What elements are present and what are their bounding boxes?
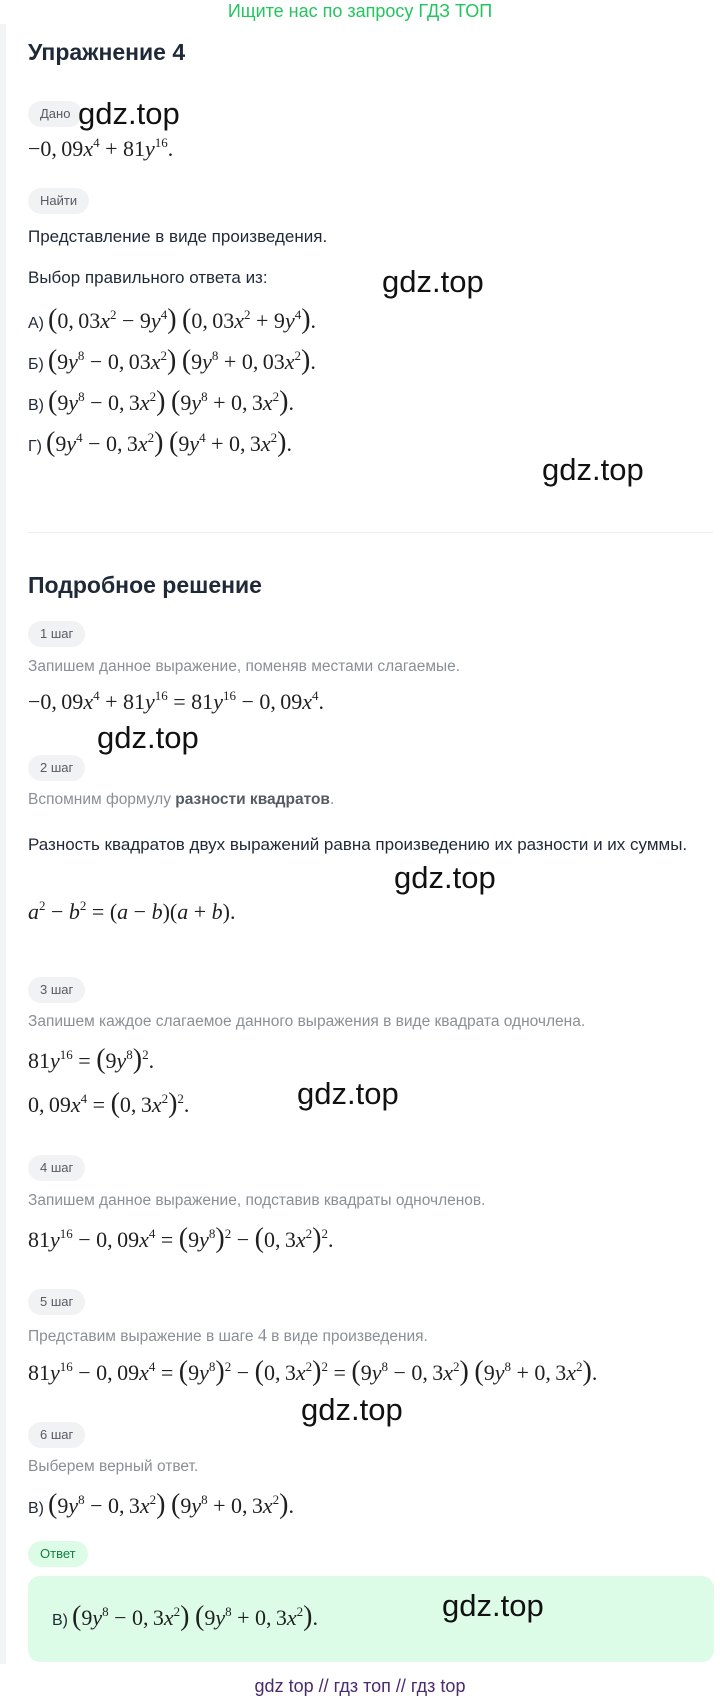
exercise-title: Упражнение 4	[28, 39, 186, 65]
step-4-expression: $81y^{16} - 0$, $09x^4 = (9y^8)^2 - (0$, $3x^2)^2$.	[28, 1223, 334, 1254]
step-5-text: Представим выражение в шаге 4 в виде произведения.	[28, 1325, 428, 1345]
find-badge: Найти	[28, 188, 89, 214]
step-2-formula: $a^2 - b^2 = (a - b)(a + b)$.	[28, 898, 236, 924]
option-b-label: Б)	[28, 356, 44, 373]
option-d-label: Г)	[28, 438, 42, 455]
footer-links[interactable]: gdz top // гдз топ // гдз top	[254, 1676, 466, 1696]
watermark: gdz.top	[382, 264, 484, 299]
option-a-label: А)	[28, 315, 44, 332]
step-3-expression-2: 0, $09x^4 = (0$, $3x^2)^2$.	[28, 1088, 190, 1119]
top-banner: Ищите нас по запросу ГДЗ ТОП	[227, 1, 493, 21]
step-6-text: Выберем верный ответ.	[28, 1458, 199, 1475]
given-badge: Дано	[28, 101, 82, 127]
step-1-text: Запишем данное выражение, поменяв местами слагаемые.	[28, 658, 461, 675]
option-a[interactable]: А) (0, $03x^2 - 9y^4$) (0, $03x^2 + 9y^4$).	[28, 304, 317, 335]
watermark: gdz.top	[394, 860, 496, 895]
answer-expression: В) ($9y^8 - 0$, $3x^2$) ($9y^8 + 0$, $3x^2$).	[52, 1601, 318, 1632]
step-5-badge: 5 шаг	[28, 1289, 85, 1315]
step-2-badge: 2 шаг	[28, 755, 85, 781]
step-4-badge: 4 шаг	[28, 1155, 85, 1181]
step-6-option-label: В)	[28, 1500, 44, 1517]
option-c[interactable]: В) ($9y^8 - 0$, $3x^2$) ($9y^8 + 0$, $3x^2$).	[28, 386, 294, 417]
given-expression: −0, $09x^4 + 81y^{16}$.	[28, 135, 174, 161]
step-1-badge: 1 шаг	[28, 621, 85, 647]
step-2-text: Вспомним формулу разности квадратов.	[28, 791, 335, 808]
watermark: gdz.top	[297, 1076, 399, 1111]
watermark: gdz.top	[442, 1588, 544, 1623]
option-d[interactable]: Г) ($9y^4 - 0$, $3x^2$) ($9y^4 + 0$, $3x^2$).	[28, 427, 292, 458]
step-6-badge: 6 шаг	[28, 1422, 85, 1448]
step-2-statement: Разность квадратов двух выражений равна произведению их разности и их суммы.	[28, 835, 688, 854]
watermark: gdz.top	[301, 1392, 403, 1427]
choose-text: Выбор правильного ответа из:	[28, 268, 268, 287]
answer-badge: Ответ	[28, 1541, 88, 1567]
solution-title: Подробное решение	[28, 572, 262, 598]
step-3-text: Запишем каждое слагаемое данного выражения в виде квадрата одночлена.	[28, 1013, 586, 1030]
step-1-expression: −0, $09x^4 + 81y^{16} = 81y^{16} - 0$, $09x^4$.	[28, 688, 325, 714]
watermark: gdz.top	[78, 96, 180, 131]
step-6-expression: В) ($9y^8 - 0$, $3x^2$) ($9y^8 + 0$, $3x^2$).	[28, 1489, 294, 1520]
step-5-expression: $81y^{16} - 0$, $09x^4 = (9y^8)^2 - (0$, $3x^2)^2 = (9y^8 - 0$, $3x^2$) ($9y^8 + 0$, $3x^2$).	[28, 1356, 598, 1387]
difference-of-squares-term: разности квадратов	[175, 791, 330, 808]
step-4-text: Запишем данное выражение, подставив квадраты одночленов.	[28, 1192, 486, 1209]
step-3-badge: 3 шаг	[28, 977, 85, 1003]
section-divider	[28, 532, 713, 533]
answer-option-label: В)	[52, 1612, 68, 1629]
find-text: Представление в виде произведения.	[28, 227, 328, 246]
watermark: gdz.top	[542, 452, 644, 487]
watermark: gdz.top	[97, 720, 199, 755]
option-c-label: В)	[28, 397, 44, 414]
option-b[interactable]: Б) ($9y^8 - 0$, $03x^2$) ($9y^8 + 0$, $03x^2$).	[28, 345, 316, 376]
step-3-expression-1: $81y^{16} = (9y^8)^2$.	[28, 1044, 155, 1075]
